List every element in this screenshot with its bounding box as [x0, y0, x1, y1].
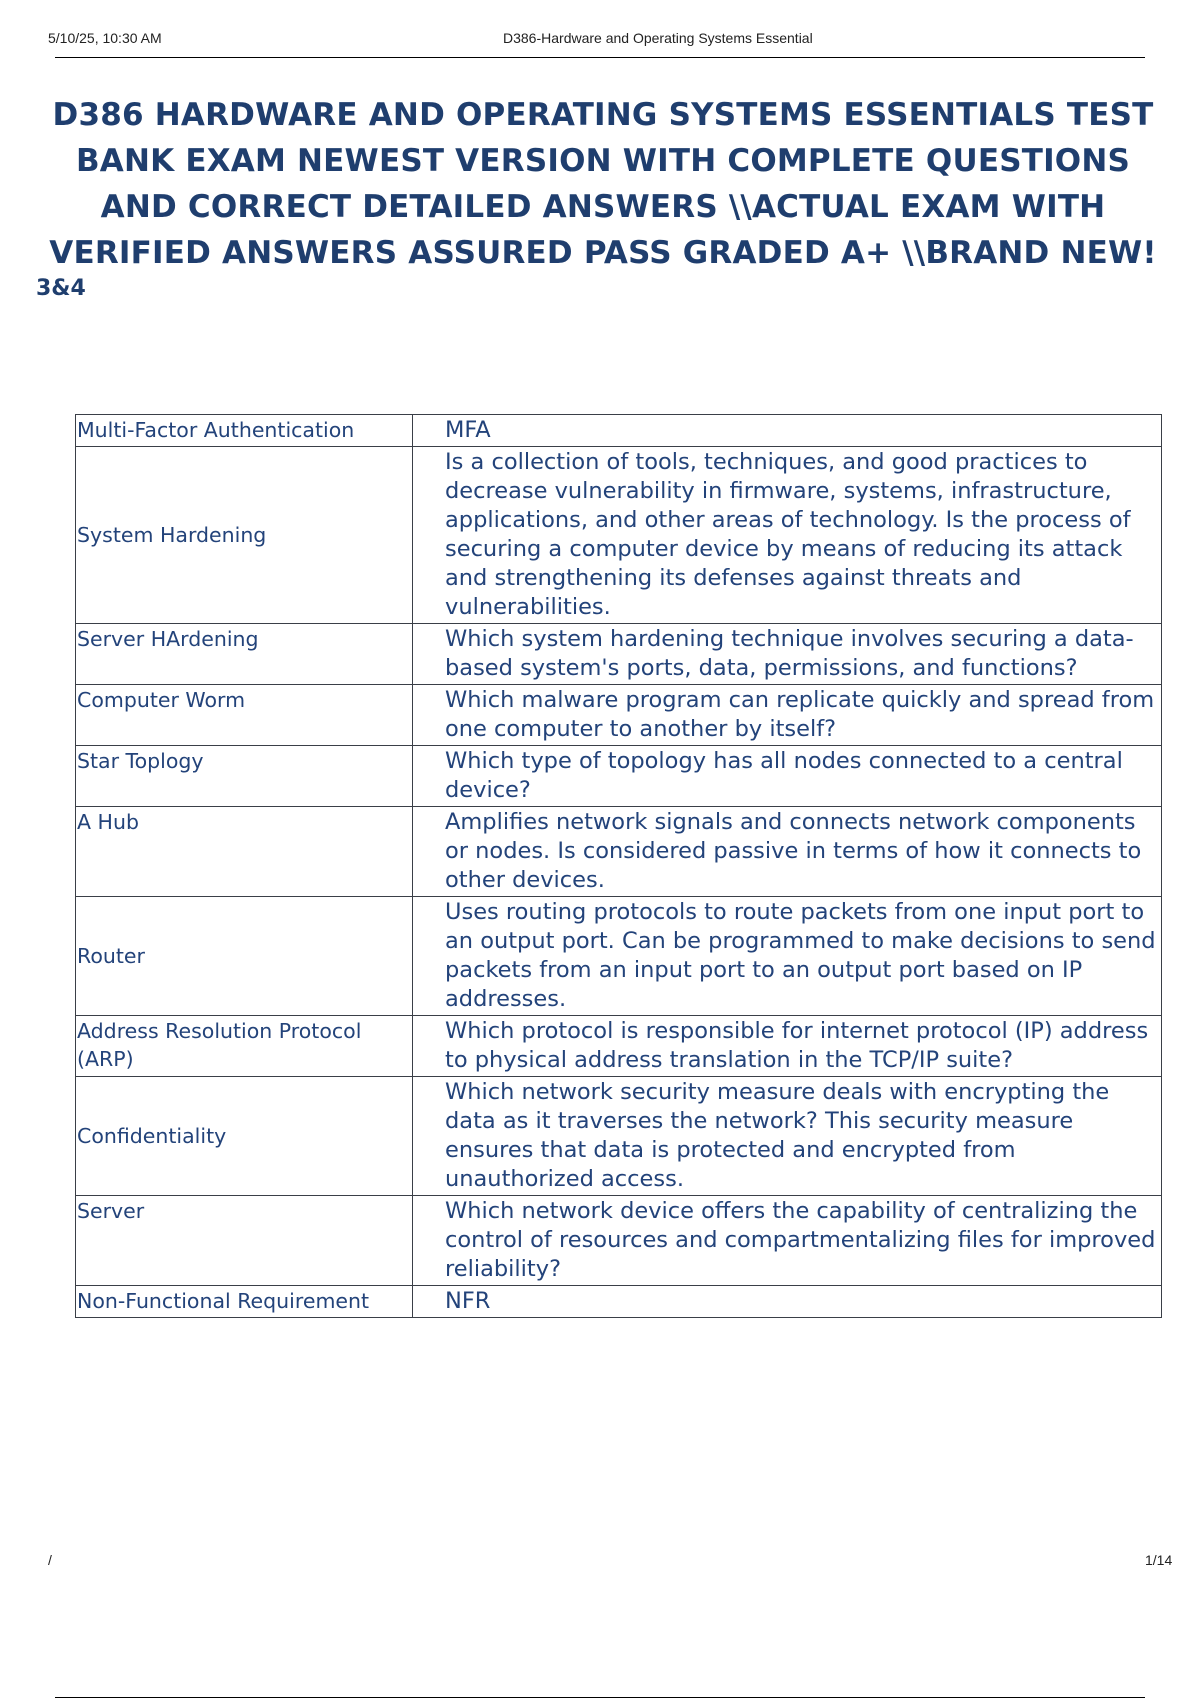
table-row: [76, 624, 1162, 685]
definition-cell: MFA: [413, 415, 1162, 447]
definition-cell: Which system hardening technique involves securing a data-based system's ports, data, permissions, and functions?: [413, 624, 1162, 685]
table-row: [76, 415, 1162, 447]
term-cell: Computer Worm: [76, 685, 413, 746]
table-row: [76, 1196, 1162, 1286]
definition-cell: Amplifies network signals and connects network components or nodes. Is considered passive in terms of how it connects to other devices.: [413, 807, 1162, 897]
definition-cell: Which network security measure deals with encrypting the data as it traverses the network? This security measure ensures that data is protected and encrypted from unauthorized access.: [413, 1077, 1162, 1196]
header-divider: [55, 57, 1145, 58]
table-row: [76, 807, 1162, 897]
print-page-title: D386-Hardware and Operating Systems Essential: [503, 30, 813, 46]
page-number: 1/14: [1145, 1552, 1173, 1568]
definition-cell: Which protocol is responsible for internet protocol (IP) address to physical address translation in the TCP/IP suite?: [413, 1016, 1162, 1077]
title-line: VERIFIED ANSWERS ASSURED PASS GRADED A+ \\BRAND NEW!: [49, 235, 1157, 271]
term-cell: Multi-Factor Authentication: [76, 415, 413, 447]
term-cell: Address Resolution Protocol (ARP): [76, 1016, 413, 1077]
document-subtitle: 3&4: [36, 276, 86, 301]
definition-cell: Which malware program can replicate quickly and spread from one computer to another by itself?: [413, 685, 1162, 746]
definition-cell: Is a collection of tools, techniques, and good practices to decrease vulnerability in firmware, systems, infrastructure, applications, and other areas of technology. Is the process of securing a computer device by means of reducing its attack and strengthening its defenses against threats and vulnerabilities.: [413, 447, 1162, 624]
definition-cell: NFR: [413, 1286, 1162, 1318]
term-cell: Non-Functional Requirement: [76, 1286, 413, 1318]
table-row: [76, 685, 1162, 746]
footer-divider: [55, 1697, 1145, 1698]
term-cell: System Hardening: [76, 447, 413, 624]
definition-cell: Uses routing protocols to route packets from one input port to an output port. Can be programmed to make decisions to send packets from an input port to an output port based on IP addresses.: [413, 897, 1162, 1016]
table-row: [76, 447, 1162, 624]
flashcard-table: [75, 414, 1162, 1318]
title-line: D386 HARDWARE AND OPERATING SYSTEMS ESSENTIALS TEST: [52, 97, 1154, 133]
document-title: [28, 92, 1178, 276]
table-row: [76, 897, 1162, 1016]
term-cell: Server: [76, 1196, 413, 1286]
definition-cell: Which type of topology has all nodes connected to a central device?: [413, 746, 1162, 807]
definition-cell: Which network device offers the capability of centralizing the control of resources and compartmentalizing files for improved reliability?: [413, 1196, 1162, 1286]
term-cell: A Hub: [76, 807, 413, 897]
table-row: [76, 1077, 1162, 1196]
term-cell: Server HArdening: [76, 624, 413, 685]
term-cell: Router: [76, 897, 413, 1016]
print-footer-url: /: [48, 1552, 52, 1568]
title-line: BANK EXAM NEWEST VERSION WITH COMPLETE QUESTIONS: [75, 143, 1131, 179]
table-row: [76, 746, 1162, 807]
print-date: 5/10/25, 10:30 AM: [48, 30, 162, 46]
table-row: [76, 1016, 1162, 1077]
table-row: [76, 1286, 1162, 1318]
title-line: AND CORRECT DETAILED ANSWERS \\ACTUAL EXAM WITH: [100, 189, 1106, 225]
term-cell: Confidentiality: [76, 1077, 413, 1196]
term-cell: Star Toplogy: [76, 746, 413, 807]
